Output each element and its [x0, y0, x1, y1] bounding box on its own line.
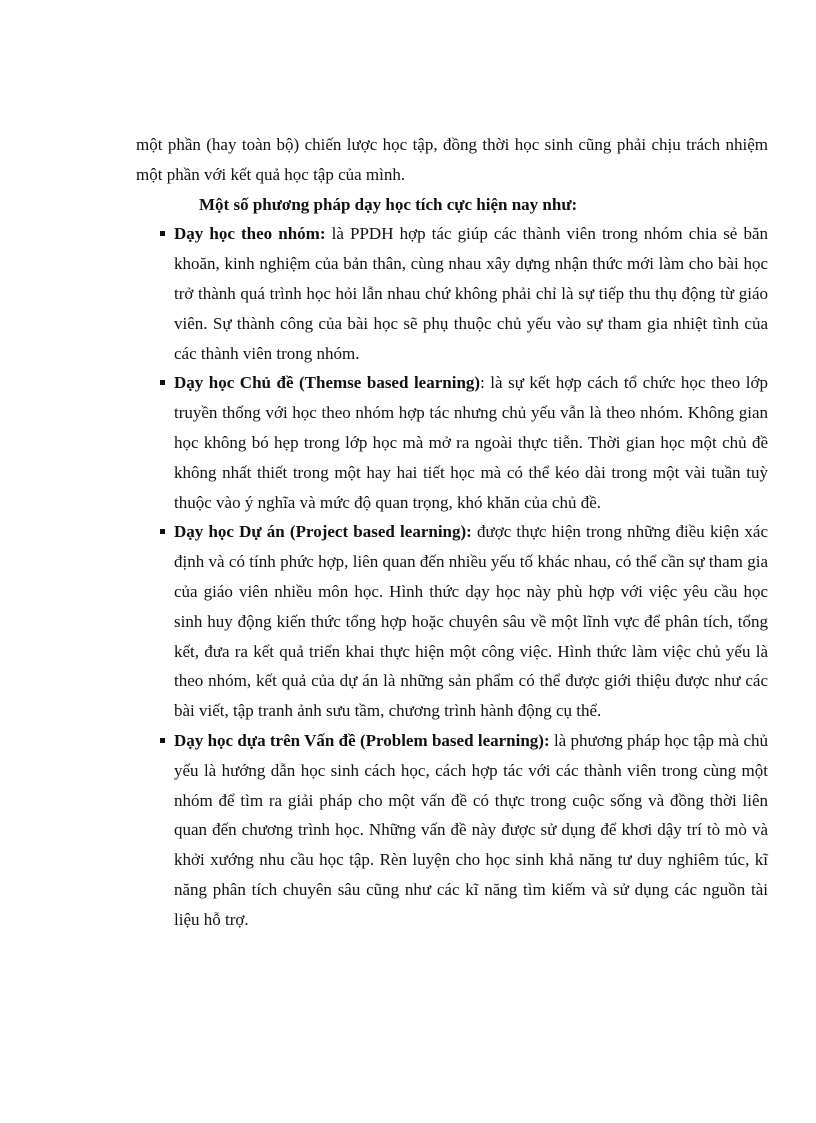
- method-description: được thực hiện trong những điều kiện xác định và có tính phức hợp, liên quan đến nhiều yếu tố khác nhau, có thể cần sự tham gia của giáo viên nhiều môn học. Hình thức dạy học này phù hợp với việc yêu cầu học sinh huy động kiến thức tổng hợp hoặc chuyên sâu về một lĩnh vực để phân tích, tổng kết, đưa ra kết quả triển khai thực hiện một công việc. Hình thức làm việc chủ yếu là theo nhóm, kết quả của dự án là những sản phẩm có thể được giới thiệu được như các bài viết, tập tranh ảnh sưu tầm, chương trình hành động cụ thể.: [174, 522, 768, 721]
- list-item: [136, 726, 768, 935]
- list-item: [136, 368, 768, 517]
- list-item: [136, 219, 768, 368]
- section-heading: Một số phương pháp dạy học tích cực hiện nay như:: [199, 194, 578, 214]
- method-term: Dạy học theo nhóm:: [174, 224, 326, 244]
- square-bullet-icon: [160, 529, 165, 534]
- square-bullet-icon: [160, 231, 165, 236]
- method-description: là phương pháp học tập mà chủ yếu là hướng dẫn học sinh cách học, cách hợp tác với các thành viên trong cùng một nhóm để tìm ra giải pháp cho một vấn đề có thực trong cuộc sống và đồng thời liên quan đến chương trình học. Những vấn đề này được sử dụng để khơi dậy trí tò mò và khởi xướng nhu cầu học tập. Rèn luyện cho học sinh khả năng tư duy nghiêm túc, kĩ năng phân tích chuyên sâu cũng như các kĩ năng tìm kiếm và sử dụng các nguồn tài liệu hỗ trợ.: [174, 730, 768, 929]
- square-bullet-icon: [160, 380, 165, 385]
- intro-paragraph: một phần (hay toàn bộ) chiến lược học tập, đồng thời học sinh cũng phải chịu trách nhiệm một phần với kết quả học tập của mình.: [136, 135, 768, 184]
- list-item: [136, 517, 768, 726]
- method-term: Dạy học dựa trên Vấn đề (Problem based learning):: [174, 730, 550, 750]
- method-term: Dạy học Chủ đề (Themse based learning): [174, 373, 481, 393]
- square-bullet-icon: [160, 738, 165, 743]
- method-term: Dạy học Dự án (Project based learning):: [174, 522, 472, 542]
- method-description: : là sự kết hợp cách tổ chức học theo lớp truyền thống với học theo nhóm hợp tác nhưng chủ yếu vẫn là theo nhóm. Không gian học không bó hẹp trong lớp học mà mở ra ngoài thực tiễn. Thời gian học một chủ đề không nhất thiết trong một hay hai tiết học mà có thể kéo dài trong một vài tuần tuỳ thuộc vào ý nghĩa và mức độ quan trọng, khó khăn của chủ đề.: [174, 373, 768, 512]
- methods-list: [136, 219, 768, 934]
- method-description: là PPDH hợp tác giúp các thành viên trong nhóm chia sẻ băn khoăn, kinh nghiệm của bản thân, cùng nhau xây dựng nhận thức mới làm cho bài học trở thành quá trình học hỏi lẫn nhau chứ không phải chỉ là sự tiếp thu thụ động từ giáo viên. Sự thành công của bài học sẽ phụ thuộc chủ yếu vào sự tham gia nhiệt tình của các thành viên trong nhóm.: [174, 224, 769, 363]
